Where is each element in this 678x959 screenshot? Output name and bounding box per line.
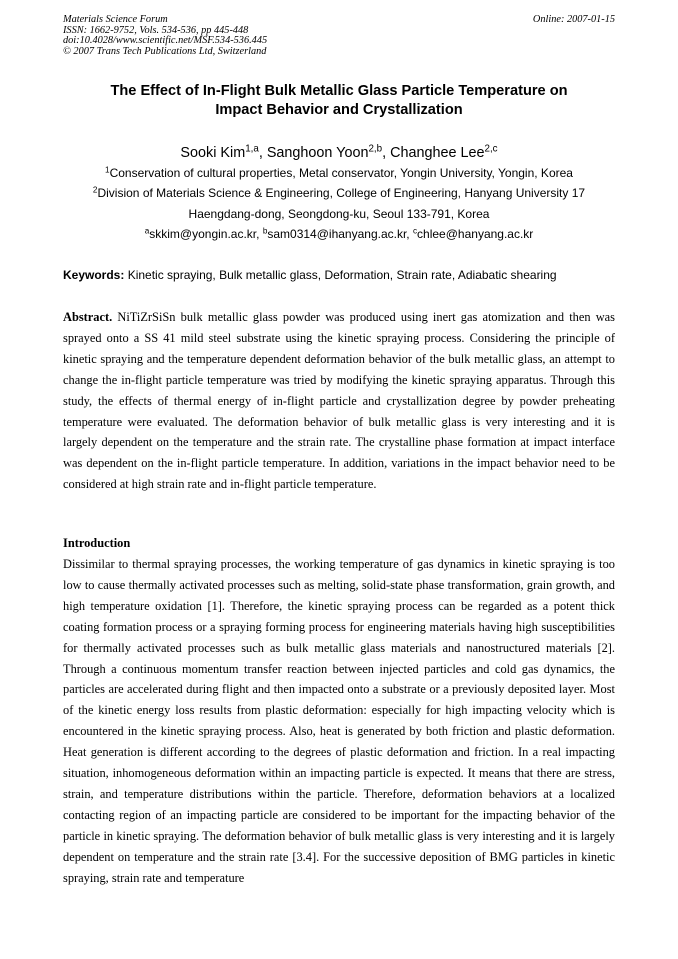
issn-line: ISSN: 1662-9752, Vols. 534-536, pp 445-448 bbox=[63, 24, 249, 36]
affiliation-superscript: 2 bbox=[92, 185, 98, 195]
introduction-text: Dissimilar to thermal spraying processes, the working temperature of gas dynamics in kinetic spraying is too low to cause thermally activated processes such as melting, solid-state phase transformation, grain growth, and high temperature oxidation [1]. Therefore, the kinetic spraying process can be regarded as a potent thick coating formation process or a spraying forming process for engineering materials having high susceptibilities for thermally activated processes such as bulk metallic glass materials and nanostructured materials [2]. Through a continuous momentum transfer reaction between injected particles and cold gas dynamics, the particles are accelerated during flight and then impacted onto a substrate or a previously deposited layer. Most of the kinetic energy loss results from plastic deformation: especially for high impacting velocity which is encountered in the kinetic spraying process. Also, heat is generated by both friction and plastic deformation. Heat generation is different according to the degrees of plastic deformation and friction. In a real impacting situation, inhomogeneous deformation within an impacting particle is expected. It means that there are stress, strain, and temperature distributions within the particle. Therefore, deformation behaviors at a localized contacting region of an impacting particle are considered to be important for the impacting behavior of the particle in kinetic spraying. The deformation behavior of bulk metallic glass is very interesting and it is largely dependent on temperature and the strain rate [3.4]. For the successive deposition of BMG particles in kinetic spraying, strain rate and temperature bbox=[63, 557, 615, 885]
doi-line: doi:10.4028/www.scientific.net/MSF.534-536.445 bbox=[63, 35, 268, 47]
affiliation-1 bbox=[63, 166, 615, 181]
email-address: sam0314@ihanyang.ac.kr bbox=[267, 227, 407, 241]
author-name: Sanghoon Yoon bbox=[266, 145, 369, 161]
affiliation-2 bbox=[63, 186, 615, 201]
keywords-label: Keywords: bbox=[63, 268, 125, 282]
author-superscript: 2,b bbox=[368, 143, 383, 155]
abstract-label: Abstract. bbox=[63, 310, 113, 324]
title-line-2: Impact Behavior and Crystallization bbox=[215, 102, 463, 118]
email-address: skkim@yongin.ac.kr bbox=[149, 227, 257, 241]
introduction-heading: Introduction bbox=[63, 536, 131, 550]
author-name: Changhee Lee bbox=[390, 145, 485, 161]
email-superscript: b bbox=[262, 226, 268, 236]
author-superscript: 1,a bbox=[245, 143, 259, 155]
abstract-text: NiTiZrSiSn bulk metallic glass powder was produced using inert gas atomization and then was sprayed onto a SS 41 mild steel substrate using the kinetic spraying process. Considering the principle of kinetic spraying and the temperature dependent deformation behavior of the bulk metallic glass, an attempt to change the in-flight particle temperature was tried by modifying the kinetic spraying apparatus. Through this study, the effects of thermal energy of in-flight particle and crystallization degree by powder preheating temperature were evaluated. The deformation behavior of bulk metallic glass is very interesting and it is largely dependent on the temperature and the strain rate. The crystalline phase formation at impact interface was dependent on the in-flight particle temperature. In addition, variations in the impact behavior need to be considered at high strain rate and in-flight particle temperature. bbox=[63, 310, 615, 492]
email-list: $^a$skkim@yongin.ac.kr, $^b$sam0314@ihanyang.ac.kr, $^c$chlee@hanyang.ac.kr bbox=[144, 226, 534, 241]
affiliation-2-continued bbox=[63, 207, 615, 222]
keywords-text: Kinetic spraying, Bulk metallic glass, Deformation, Strain rate, Adiabatic shearing bbox=[127, 268, 557, 282]
affiliation-text: Haengdang-dong, Seongdong-ku, Seoul 133-791, Korea bbox=[188, 207, 490, 221]
email-superscript: c bbox=[412, 226, 418, 236]
title-line-1: The Effect of In-Flight Bulk Metallic Glass Particle Temperature on bbox=[110, 83, 568, 99]
journal-name: Materials Science Forum bbox=[63, 14, 168, 25]
affiliation-text: Conservation of cultural properties, Metal conservator, Yongin University, Yongin, Korea bbox=[109, 166, 573, 180]
online-date: Online: 2007-01-15 bbox=[532, 14, 615, 25]
abstract bbox=[63, 307, 615, 495]
copyright-line: © 2007 Trans Tech Publications Ltd, Switzerland bbox=[63, 45, 267, 57]
author-superscript: 2,c bbox=[484, 143, 498, 155]
author-list: Sooki Kim$^{1,a}$, Sanghoon Yoon$^{2,b}$, Changhee Lee$^{2,c}$ bbox=[180, 143, 498, 161]
keywords bbox=[63, 268, 615, 283]
author-name: Sooki Kim bbox=[180, 145, 246, 161]
journal-header bbox=[63, 15, 615, 57]
paper-title bbox=[63, 82, 615, 120]
email-superscript: a bbox=[144, 226, 150, 236]
affiliation-superscript: 1 bbox=[105, 165, 110, 175]
affiliation-text: Division of Materials Science & Engineering, College of Engineering, Hanyang University 17 bbox=[97, 186, 586, 200]
email-address: chlee@hanyang.ac.kr bbox=[417, 227, 534, 241]
